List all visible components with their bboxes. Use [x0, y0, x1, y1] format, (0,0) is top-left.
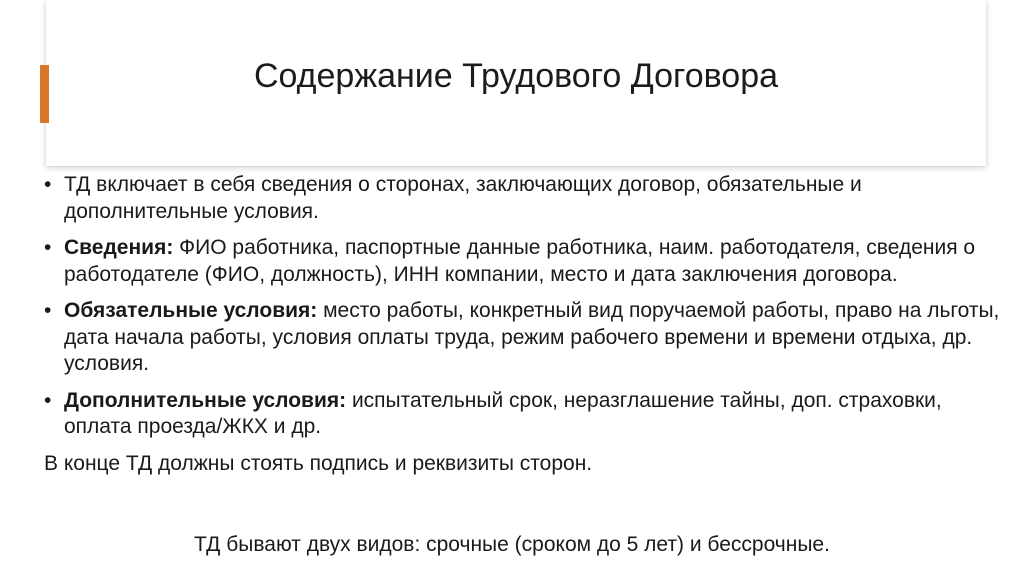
bullet-text: ФИО работника, паспортные данные работника, наим. работодателя, сведения о работодателе (ФИО, должность), ИНН компании, место и дата заключения договора.: [64, 236, 976, 286]
footer-note: В конце ТД должны стоять подпись и реквизиты сторон.: [44, 451, 593, 475]
bullet-heading: Сведения:: [64, 236, 174, 259]
bullet-item-additional-terms: [42, 388, 1010, 441]
footer-centered-note: ТД бывают двух видов: срочные (сроком до 5 лет) и бессрочные.: [194, 533, 830, 556]
bullet-dot: •: [44, 388, 52, 412]
bullet-text: место работы, конкретный вид поручаемой работы, право на льготы, дата начала работы, условия оплаты труда, режим рабочего времени и времени отдыха, др. условия.: [64, 299, 1000, 375]
bullet-item-svedeniya: [42, 235, 1010, 288]
bullet-list: [42, 172, 1010, 441]
bullet-dot: •: [44, 299, 52, 322]
bullet-heading: Обязательные условия:: [64, 299, 318, 322]
bullet-dot: •: [44, 236, 52, 259]
bullet-item-mandatory-terms: [42, 298, 1010, 378]
bullet-text: ТД включает в себя сведения о сторонах, заключающих договор, обязательные и дополнительные условия.: [64, 173, 862, 223]
bullet-item-intro: [42, 172, 1010, 225]
slide-title: Содержание Трудового Договора: [253, 57, 779, 95]
slide-content: [42, 172, 1010, 477]
bullet-dot: •: [44, 173, 52, 196]
bullet-heading: Дополнительные условия:: [64, 388, 347, 412]
bullet-text: испытательный срок, неразглашение тайны, доп. страховки, оплата проезда/ЖКХ и др.: [64, 388, 942, 438]
